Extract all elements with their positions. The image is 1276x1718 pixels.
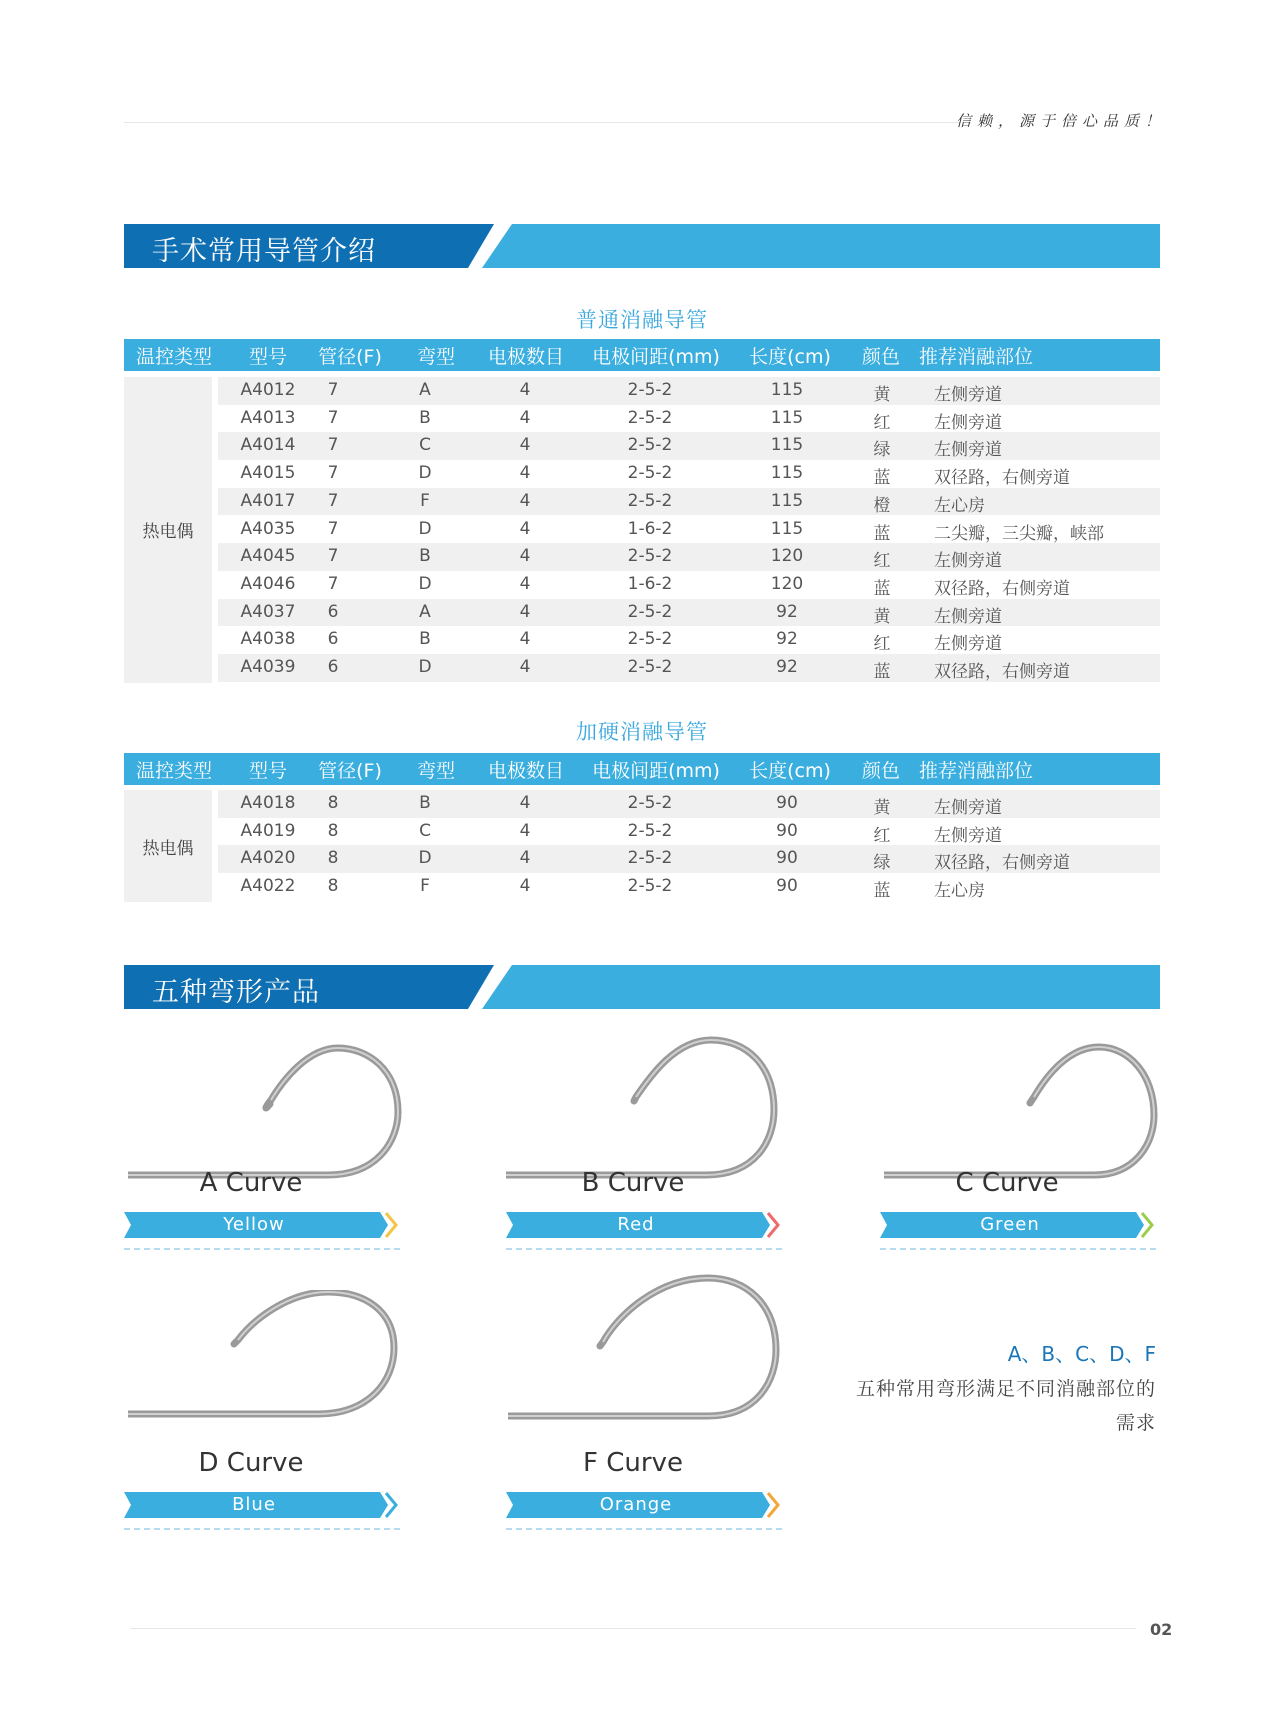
dashed-divider (506, 1248, 782, 1250)
table-row (218, 873, 1160, 901)
table-cell: 6 (327, 629, 339, 650)
table-cell: A4046 (240, 573, 296, 594)
curve-name: A Curve (199, 1168, 303, 1198)
table-row (218, 377, 1160, 405)
table-cell: 4 (519, 820, 531, 841)
table-cell: 4 (519, 876, 531, 897)
table-cell: 115 (770, 518, 804, 539)
table-cell: 蓝 (873, 662, 891, 682)
table-cell: 蓝 (873, 578, 891, 599)
col-header: 管径(F) (318, 346, 382, 368)
table-cell: 蓝 (873, 881, 891, 902)
color-label: Yellow (223, 1214, 285, 1235)
table-cell: D (418, 657, 432, 677)
table-cell: 115 (770, 380, 804, 400)
table-cell: 7 (327, 380, 339, 400)
table-cell: A4045 (240, 546, 296, 567)
table-cell: 90 (776, 876, 798, 897)
table-cell: 7 (327, 463, 339, 484)
table-row (218, 818, 1160, 846)
table2-type-cell (124, 790, 212, 902)
col-header: 推荐消融部位 (918, 346, 1034, 368)
table-cell: A4015 (240, 463, 296, 484)
table-cell: 2-5-2 (627, 380, 673, 400)
color-bar (124, 1210, 404, 1240)
table-cell: 92 (776, 629, 798, 650)
section-title: 手术常用导管介绍 (152, 236, 376, 267)
table-cell: 1-6-2 (627, 573, 673, 594)
table-cell: 7 (327, 573, 339, 594)
table-cell: 绿 (873, 853, 891, 874)
curve-name: C Curve (955, 1168, 1059, 1198)
slogan: 信赖，源于倍心品质！ (955, 112, 1166, 130)
table-cell: D (418, 848, 432, 869)
table1-header (124, 339, 1160, 371)
table-cell: 120 (770, 546, 804, 567)
table-cell: 6 (327, 601, 339, 622)
table-row (218, 543, 1160, 571)
table-cell: B (419, 629, 431, 650)
table-cell: 115 (770, 407, 804, 428)
table-cell: 92 (776, 601, 798, 622)
table-cell: 黄 (873, 606, 891, 627)
table-cell: 左心房 (934, 495, 985, 516)
color-label: Green (980, 1214, 1040, 1235)
table-row (218, 626, 1160, 654)
table-row (218, 599, 1160, 627)
table-cell: 115 (770, 435, 804, 456)
table-row (218, 488, 1160, 516)
table-cell: 7 (327, 518, 339, 539)
header-rule (124, 122, 960, 123)
table-cell: 左侧旁道 (934, 440, 1002, 461)
color-bar (506, 1490, 786, 1520)
table2-header (124, 753, 1160, 785)
color-bar (880, 1210, 1160, 1240)
table-cell: 4 (519, 657, 531, 677)
table-cell: C (419, 435, 431, 456)
table-cell: 2-5-2 (627, 820, 673, 841)
table-cell: 8 (327, 876, 339, 897)
table-cell: 4 (519, 518, 531, 539)
table-cell: 4 (519, 407, 531, 428)
table-cell: 4 (519, 380, 531, 400)
table-cell: 红 (873, 551, 891, 572)
section-title: 五种弯形产品 (152, 977, 320, 1008)
table-cell: 8 (327, 848, 339, 869)
c-curve-image (884, 1035, 1164, 1185)
type-label: 热电偶 (142, 522, 194, 542)
table-cell: 7 (327, 407, 339, 428)
table-cell: 橙 (873, 495, 891, 516)
table-cell: 双径路，右侧旁道 (934, 578, 1070, 599)
table-row (218, 790, 1160, 818)
table-cell: 左侧旁道 (934, 825, 1002, 846)
col-header: 型号 (248, 346, 288, 368)
table-cell: B (419, 793, 431, 813)
table-cell: 双径路，右侧旁道 (934, 853, 1070, 874)
table-cell: 120 (770, 573, 804, 594)
table-cell: 4 (519, 601, 531, 622)
table-cell: 左侧旁道 (934, 551, 1002, 572)
section-banner-curves (124, 965, 1160, 1009)
table-row (218, 405, 1160, 433)
color-bar (124, 1490, 404, 1520)
table-row (218, 571, 1160, 599)
table-cell: 90 (776, 793, 798, 813)
note-title: A、B、C、D、F (1007, 1342, 1156, 1366)
table-cell: 2-5-2 (627, 435, 673, 456)
dashed-divider (506, 1528, 782, 1530)
table-cell: A4017 (240, 490, 296, 511)
col-header: 温控类型 (135, 346, 213, 368)
table-cell: 左侧旁道 (934, 606, 1002, 627)
table-cell: 115 (770, 463, 804, 484)
col-header: 电极间距(mm) (592, 346, 720, 368)
table-cell: A4038 (240, 629, 296, 650)
table-cell: 2-5-2 (627, 490, 673, 511)
table-cell: 黄 (873, 798, 891, 818)
table-row (218, 460, 1160, 488)
d-curve-image (128, 1290, 408, 1430)
curve-name: D Curve (198, 1448, 304, 1478)
table-cell: 2-5-2 (627, 601, 673, 622)
table-row (218, 845, 1160, 873)
table-cell: 7 (327, 490, 339, 511)
table-cell: D (418, 573, 432, 594)
table-cell: A4012 (240, 380, 296, 400)
table-cell: 4 (519, 490, 531, 511)
table-cell: A4037 (240, 601, 296, 622)
table-cell: B (419, 546, 431, 567)
table-cell: 二尖瓣，三尖瓣，峡部 (934, 523, 1104, 544)
table-cell: A4020 (240, 848, 296, 869)
table-cell: 蓝 (873, 468, 891, 489)
table-cell: F (420, 876, 430, 897)
col-header: 推荐消融部位 (918, 760, 1034, 782)
col-header: 电极数目 (487, 346, 565, 368)
table-cell: 1-6-2 (627, 518, 673, 539)
table-cell: 左侧旁道 (934, 385, 1002, 405)
color-label: Orange (599, 1494, 673, 1515)
table1-subtitle: 普通消融导管 (576, 308, 708, 332)
curve-name: B Curve (581, 1168, 685, 1198)
color-label: Blue (232, 1494, 276, 1515)
table-cell: A4022 (240, 876, 296, 897)
table-cell: 2-5-2 (627, 848, 673, 869)
table1-type-cell (124, 377, 212, 683)
col-header: 长度(cm) (749, 346, 831, 368)
table-cell: 双径路，右侧旁道 (934, 468, 1070, 489)
table-cell: 双径路，右侧旁道 (934, 662, 1070, 682)
col-header: 电极数目 (487, 760, 565, 782)
table-cell: 4 (519, 435, 531, 456)
table-cell: 4 (519, 573, 531, 594)
table-cell: A4035 (240, 518, 296, 539)
table-cell: 2-5-2 (627, 407, 673, 428)
table-cell: 红 (873, 825, 891, 846)
col-header: 弯型 (416, 760, 456, 782)
table-cell: 左心房 (934, 881, 985, 902)
col-header: 电极间距(mm) (592, 760, 720, 782)
table-cell: 6 (327, 657, 339, 677)
section-banner-intro (124, 224, 1160, 268)
table-cell: 2-5-2 (627, 629, 673, 650)
table-cell: C (419, 820, 431, 841)
table-cell: 2-5-2 (627, 546, 673, 567)
table-cell: 2-5-2 (627, 463, 673, 484)
table-cell: 2-5-2 (627, 657, 673, 677)
col-header: 颜色 (861, 760, 901, 782)
col-header: 长度(cm) (749, 760, 831, 782)
table-cell: 115 (770, 490, 804, 511)
table-cell: 90 (776, 848, 798, 869)
table-cell: A4013 (240, 407, 296, 428)
curve-name: F Curve (583, 1448, 683, 1478)
table-cell: 7 (327, 435, 339, 456)
table-cell: F (420, 490, 430, 511)
table-cell: 92 (776, 657, 798, 677)
col-header: 颜色 (861, 346, 901, 368)
table2-subtitle: 加硬消融导管 (576, 720, 708, 744)
table-cell: 红 (873, 412, 891, 433)
table-row (218, 654, 1160, 682)
table-cell: A4014 (240, 435, 296, 456)
table-cell: 4 (519, 848, 531, 869)
table-cell: D (418, 463, 432, 484)
table-cell: 4 (519, 629, 531, 650)
f-curve-image (508, 1270, 788, 1430)
table-cell: 7 (327, 546, 339, 567)
dashed-divider (880, 1248, 1156, 1250)
col-header: 管径(F) (318, 760, 382, 782)
table-cell: A4019 (240, 820, 296, 841)
table-cell: 左侧旁道 (934, 634, 1002, 655)
table-row (218, 432, 1160, 460)
table-cell: 蓝 (873, 523, 891, 544)
table-cell: D (418, 518, 432, 539)
b-curve-image (506, 1035, 786, 1185)
table-cell: 90 (776, 820, 798, 841)
table-row (218, 516, 1160, 544)
footer-rule (130, 1628, 1136, 1629)
col-header: 温控类型 (135, 760, 213, 782)
table-cell: 左侧旁道 (934, 412, 1002, 433)
table-cell: 黄 (873, 385, 891, 405)
table-cell: 2-5-2 (627, 793, 673, 813)
table-cell: 8 (327, 793, 339, 813)
table-cell: A (419, 380, 431, 400)
table-cell: A4039 (240, 657, 296, 677)
table-cell: 8 (327, 820, 339, 841)
table-cell: A (419, 601, 431, 622)
table-cell: 4 (519, 463, 531, 484)
table-cell: 4 (519, 793, 531, 813)
color-bar (506, 1210, 786, 1240)
table-cell: 红 (873, 634, 891, 655)
table-cell: B (419, 407, 431, 428)
table-cell: 左侧旁道 (934, 798, 1002, 818)
table-cell: 2-5-2 (627, 876, 673, 897)
color-label: Red (617, 1214, 655, 1235)
table-cell: 绿 (873, 440, 891, 461)
table-cell: 4 (519, 546, 531, 567)
page-number: 02 (1150, 1620, 1173, 1639)
col-header: 型号 (248, 760, 288, 782)
dashed-divider (124, 1248, 400, 1250)
col-header: 弯型 (416, 346, 456, 368)
dashed-divider (124, 1528, 400, 1530)
note-body: 五种常用弯形满足不同消融部位的需求 (856, 1378, 1157, 1434)
table-cell: A4018 (240, 793, 296, 813)
type-label: 热电偶 (142, 839, 194, 859)
